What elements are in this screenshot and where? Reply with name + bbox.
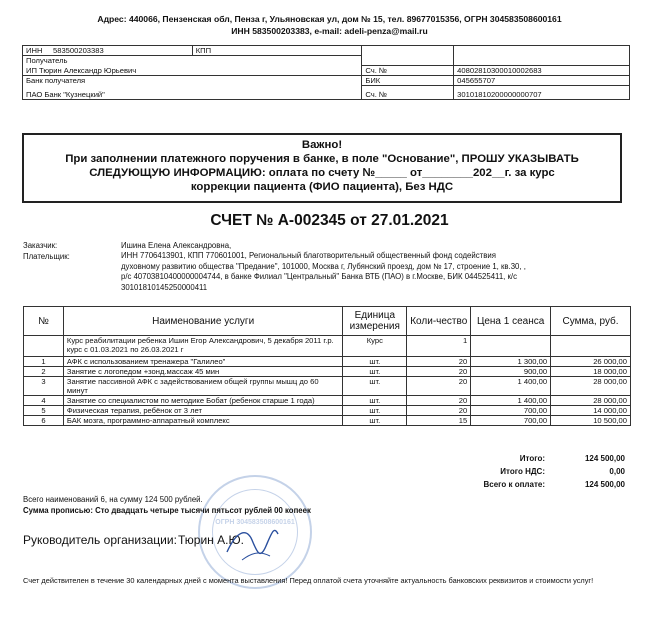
row-num: 5 bbox=[24, 406, 64, 416]
account-label: Сч. № bbox=[365, 65, 388, 75]
row-name: БАК мозга, программно-аппаратный комплекс bbox=[63, 416, 342, 426]
row-price: 700,00 bbox=[471, 416, 551, 426]
row-price: 900,00 bbox=[471, 367, 551, 377]
customer-value: Ишина Елена Александровна, bbox=[121, 241, 232, 250]
row-price: 1 400,00 bbox=[471, 377, 551, 396]
row-unit: шт. bbox=[343, 377, 407, 396]
bik-value: 045655707 bbox=[457, 75, 496, 85]
col-header-unit: Единица измерения bbox=[343, 307, 407, 336]
col-header-qty: Коли-чество bbox=[407, 307, 471, 336]
corr-label: Сч. № bbox=[365, 90, 388, 99]
validity-note: Счет действителен в течение 30 календарных дней с момента выставления! Перед оплатой счета уточняйте актуальность банковских реквизитов и стоимости услуг! bbox=[23, 576, 594, 585]
recipient-name: ИП Тюрин Александр Юрьевич bbox=[26, 65, 137, 75]
row-unit: шт. bbox=[343, 416, 407, 426]
recipient-label: Получатель bbox=[26, 56, 68, 65]
row-qty: 20 bbox=[407, 396, 471, 406]
important-line-3: коррекции пациента (ФИО пациента), Без НДС bbox=[190, 181, 454, 193]
col-header-num: № bbox=[24, 307, 64, 336]
row-num: 3 bbox=[24, 377, 64, 396]
row-sum: 14 000,00 bbox=[551, 406, 631, 416]
important-line-2: СЛЕДУЮЩУЮ ИНФОРМАЦИЮ: оплата по счету №_____ от________202__г. за курс bbox=[89, 167, 555, 179]
bank-label: Банк получателя bbox=[26, 76, 86, 85]
row-sum: 18 000,00 bbox=[551, 367, 631, 377]
table-row bbox=[24, 396, 631, 406]
inn-cell bbox=[23, 46, 193, 56]
row-sum: 28 000,00 bbox=[551, 396, 631, 406]
header-inn-email: ИНН 583500203383, e-mail: adeli-penza@mail.ru bbox=[231, 26, 428, 36]
head-name: Тюрин А.Ю. bbox=[178, 533, 244, 547]
row-unit: шт. bbox=[343, 396, 407, 406]
row-name: АФК с использованием тренажера "Галилео" bbox=[63, 357, 342, 367]
invoice-title: СЧЕТ № А-002345 от 27.01.2021 bbox=[210, 212, 449, 229]
row-qty: 20 bbox=[407, 357, 471, 367]
header-address: Адрес: 440066, Пензенская обл, Пенза г, Ульяновская ул, дом № 15, тел. 89677015356, ОГРН 304583508600161 bbox=[97, 14, 562, 24]
row-unit: шт. bbox=[343, 367, 407, 377]
vat-label: Итого НДС: bbox=[500, 467, 545, 476]
inn-value: 583500203383 bbox=[53, 46, 104, 55]
pay-value: 124 500,00 bbox=[584, 480, 625, 489]
bik-label: БИК bbox=[365, 75, 381, 85]
total-label: Итого: bbox=[519, 454, 545, 463]
total-value: 124 500,00 bbox=[584, 454, 625, 463]
row-name: Занятие со специалистом по методике Бобат (ребенок старше 1 года) bbox=[63, 396, 342, 406]
row-sum: 26 000,00 bbox=[551, 357, 631, 367]
amount-in-words: Сумма прописью: Сто двадцать четыре тысячи пятьсот рублей 00 копеек bbox=[23, 506, 311, 515]
row-qty: 20 bbox=[407, 406, 471, 416]
table-row bbox=[24, 377, 631, 396]
payer-line: ИНН 7706413901, КПП 770601001, Региональный благотворительный общественный фонд содействия bbox=[121, 251, 496, 260]
row-price: 700,00 bbox=[471, 406, 551, 416]
row-name: Физическая терапия, ребёнок от 3 лет bbox=[63, 406, 342, 416]
intro-qty: 1 bbox=[407, 336, 471, 357]
payer-line: р/с 40703810400000004744, в банке Филиал "Центральный" Банка ВТБ (ПАО) в г.Москве, БИК 044525411, к/с bbox=[121, 272, 517, 281]
row-price: 1 400,00 bbox=[471, 396, 551, 406]
table-row-intro bbox=[24, 336, 631, 357]
payer-label: Плательщик: bbox=[23, 252, 70, 261]
inn-label: ИНН bbox=[26, 46, 43, 55]
account-value: 40802810300010002683 bbox=[457, 65, 542, 75]
customer-label: Заказчик: bbox=[23, 241, 58, 250]
row-name: Занятие с логопедом +зонд.массаж 45 мин bbox=[63, 367, 342, 377]
pay-label: Всего к оплате: bbox=[483, 480, 545, 489]
intro-name: Курс реабилитации ребенка Ишин Егор Александрович, 5 декабря 2011 г.р. курс с 01.03.2021 по 26.03.2021 г bbox=[63, 336, 342, 357]
table-row bbox=[24, 406, 631, 416]
stamp-text: ОГРН 304583508600161 bbox=[215, 519, 295, 526]
row-sum: 10 500,00 bbox=[551, 416, 631, 426]
bank-name: ПАО Банк "Кузнецкий" bbox=[26, 90, 105, 99]
col-header-name: Наименование услуги bbox=[63, 307, 342, 336]
col-header-sum: Сумма, руб. bbox=[551, 307, 631, 336]
row-num: 6 bbox=[24, 416, 64, 426]
row-qty: 15 bbox=[407, 416, 471, 426]
table-row bbox=[24, 416, 631, 426]
bank-details-table bbox=[22, 45, 630, 100]
vat-value: 0,00 bbox=[609, 467, 625, 476]
table-row bbox=[24, 367, 631, 377]
row-qty: 20 bbox=[407, 377, 471, 396]
row-num: 4 bbox=[24, 396, 64, 406]
row-num: 2 bbox=[24, 367, 64, 377]
table-header-row bbox=[24, 307, 631, 336]
services-table bbox=[23, 306, 631, 426]
important-notice-box bbox=[22, 133, 622, 203]
row-qty: 20 bbox=[407, 367, 471, 377]
important-title: Важно! bbox=[301, 139, 343, 151]
table-row bbox=[24, 357, 631, 367]
signature bbox=[222, 520, 282, 570]
row-num: 1 bbox=[24, 357, 64, 367]
row-unit: шт. bbox=[343, 357, 407, 367]
corr-value: 30101810200000000707 bbox=[457, 90, 542, 99]
head-label: Руководитель организации: bbox=[23, 533, 177, 547]
col-header-price: Цена 1 сеанса bbox=[471, 307, 551, 336]
important-line-1: При заполнении платежного поручения в банке, в поле "Основание", ПРОШУ УКАЗЫВАТЬ bbox=[65, 153, 579, 165]
kpp-cell bbox=[192, 46, 362, 56]
payer-line: духовному развитию общества "Предание", 101000, Москва г, Лубянский проезд, дом № 17, строение 1, кв.30, , bbox=[121, 261, 526, 271]
items-count-line: Всего наименований 6, на сумму 124 500 рублей. bbox=[23, 495, 203, 504]
row-name: Занятие пассивной АФК с задействованием общей группы мышц до 60 минут bbox=[63, 377, 342, 396]
row-price: 1 300,00 bbox=[471, 357, 551, 367]
payer-line: 30101810145250000411 bbox=[121, 282, 208, 292]
row-unit: шт. bbox=[343, 406, 407, 416]
kpp-label: КПП bbox=[195, 46, 212, 55]
row-sum: 28 000,00 bbox=[551, 377, 631, 396]
intro-unit: Курс bbox=[343, 336, 407, 357]
payer-details bbox=[121, 251, 621, 293]
